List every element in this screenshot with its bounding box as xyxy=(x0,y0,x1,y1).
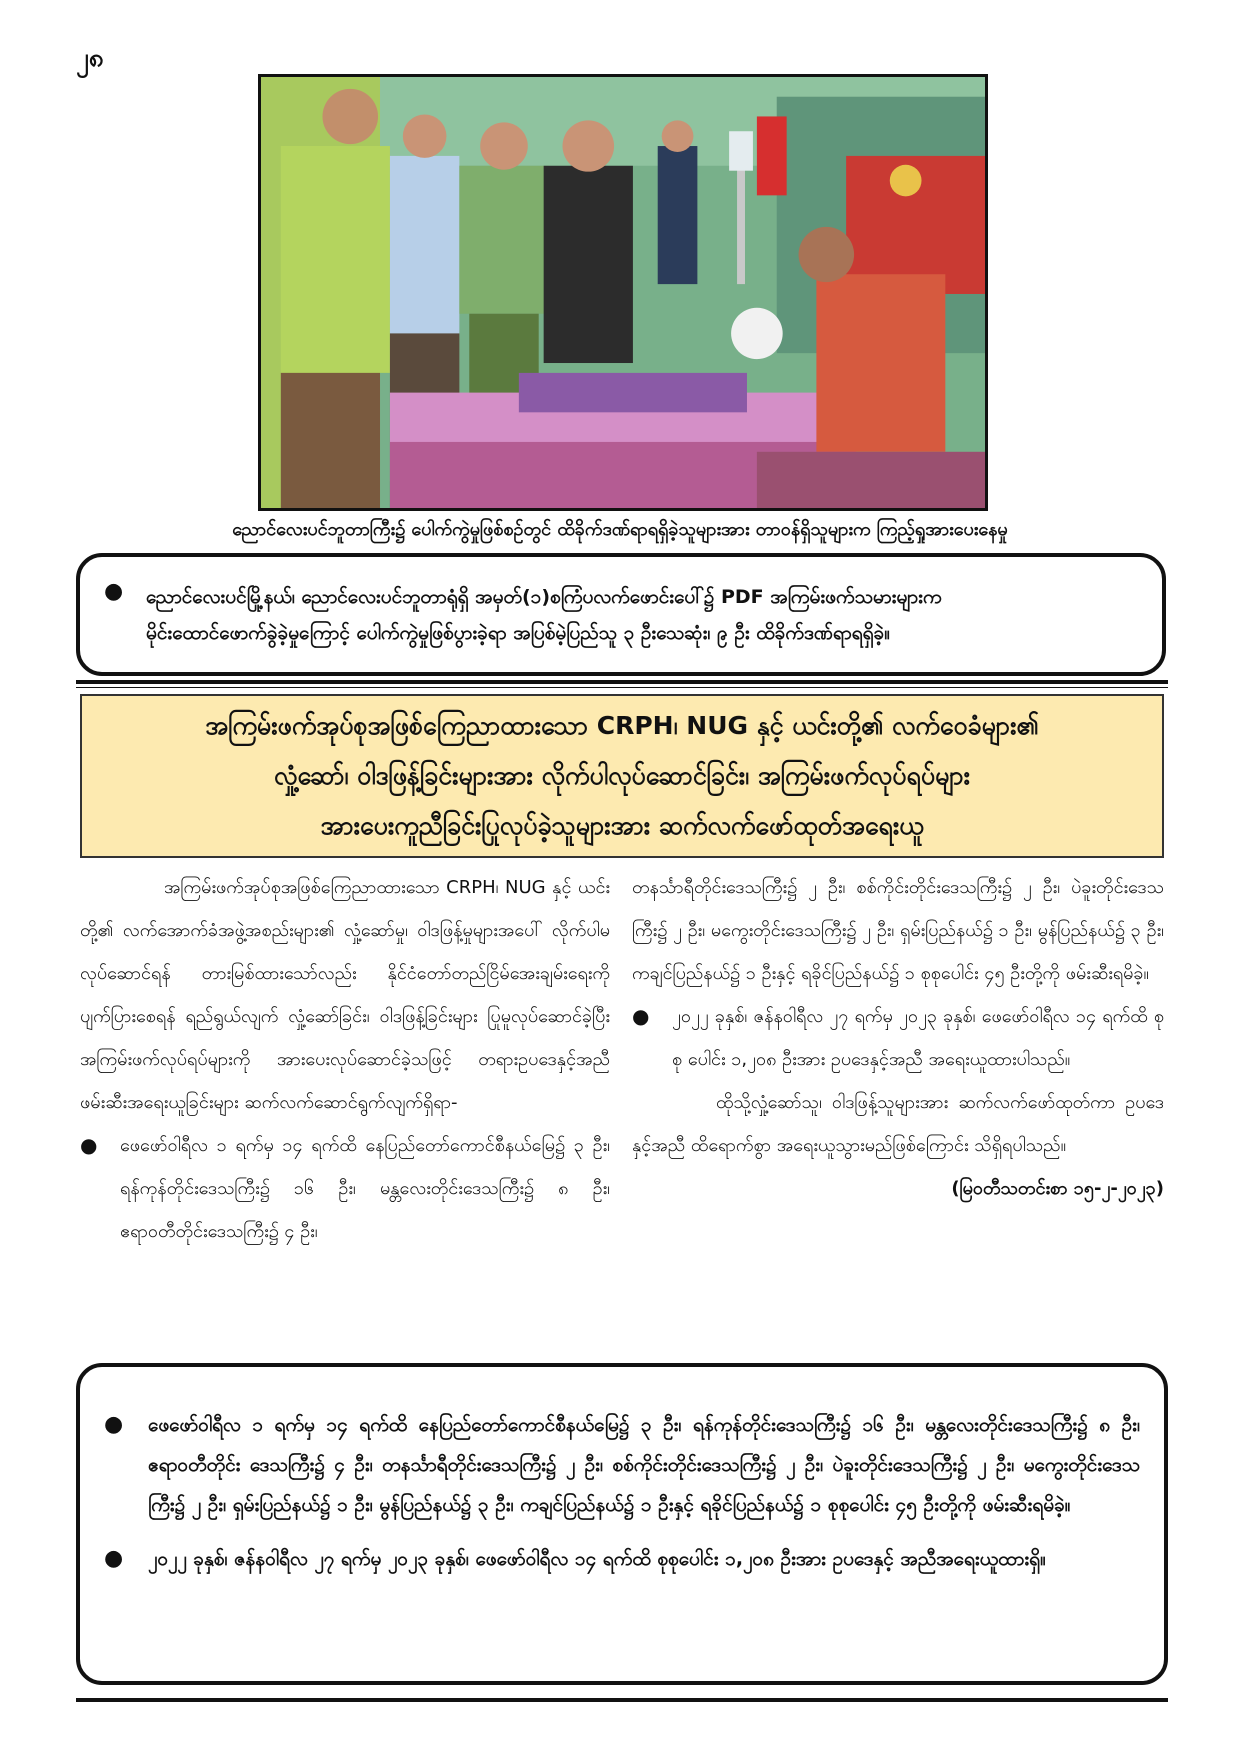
bullet-icon: ● xyxy=(104,1412,124,1437)
summary-line-2: မိုင်းထောင်ဖောက်ခွဲခဲ့မှုကြောင့် ပေါက်ကွဲမှုဖြစ်ပွားခဲ့ရာ အပြစ်မဲ့ပြည်သူ ၃ ဦးသေဆုံး၊ ၉ ဦး ထိခိုက်ဒဏ်ရာရရှိခဲ့။ xyxy=(146,622,890,644)
headline-line-2: လှုံ့ဆော်၊ ဝါဒဖြန့်ခြင်းများအား လိုက်ပါလုပ်ဆောင်ခြင်း၊ အကြမ်းဖက်လုပ်ရပ်များ xyxy=(274,761,970,790)
article-bullet-1a-text: ဖေဖော်ဝါရီလ ၁ ရက်မှ ၁၄ ရက်ထိ နေပြည်တော်ကောင်စီနယ်မြေ၌ ၃ ဦး၊ ရန်ကုန်တိုင်းဒေသကြီး၌ ၁၆ ဦး၊ မန္တလေးတိုင်းဒေသကြီး၌ ၈ ဦး၊ ဧရာဝတီတိုင်းဒေသကြီး၌ ၄ ဦး၊ xyxy=(120,1135,610,1242)
bullet-icon: ● xyxy=(632,1004,650,1028)
article-bullet-1b: တနင်္သာရီတိုင်းဒေသကြီး၌ ၂ ဦး၊ စစ်ကိုင်းတိုင်းဒေသကြီး၌ ၂ ဦး၊ ပဲခူးတိုင်းဒေသကြီး၌ ၂ ဦး၊ မကွေးတိုင်းဒေသကြီး၌ ၂ ဦး၊ ရှမ်းပြည်နယ်၌ ၁ ဦး၊ မွန်ပြည်နယ်၌ ၃ ဦး၊ ကချင်ပြည်နယ်၌ ၁ ဦးနှင့် ရခိုင်ပြည်နယ်၌ ၁ စုစုပေါင်း ၄၅ ဦးတို့ကို ဖမ်းဆီးရမိခဲ့။ xyxy=(632,877,1164,984)
bullet-icon: ● xyxy=(80,1133,98,1157)
article-bullet-2-text: ၂၀၂၂ ခုနှစ်၊ ဇန်နဝါရီလ ၂၇ ရက်မှ ၂၀၂၃ ခုနှစ်၊ ဖေဖော်ဝါရီလ ၁၄ ရက်ထိ စုစု ပေါင်း ၁,၂၀၈ ဦးအား ဥပဒေနှင့်အညီ အရေးယူထားပါသည်။ xyxy=(672,1006,1164,1070)
summary-bottom-bullet-2-text: ၂၀၂၂ ခုနှစ်၊ ဇန်နဝါရီလ ၂၇ ရက်မှ ၂၀၂၃ ခုနှစ်၊ ဖေဖော်ဝါရီလ ၁၄ ရက်ထိ စုစုပေါင်း ၁,၂၀၈ ဦးအား ဥပဒေနှင့် အညီအရေးယူထားရှိ။ xyxy=(148,1548,1046,1570)
article-closing: ထိုသို့လှုံ့ဆော်သူ၊ ဝါဒဖြန့်သူများအား ဆက်လက်ဖော်ထုတ်ကာ ဥပဒေနှင့်အညီ ထိရောက်စွာ အရေးယူသွားမည်ဖြစ်ကြောင်း သိရှိရပါသည်။ xyxy=(632,1092,1164,1156)
article-intro: အကြမ်းဖက်အုပ်စုအဖြစ်ကြေညာထားသော CRPH၊ NUG နှင့် ယင်းတို့၏ လက်အောက်ခံအဖွဲ့အစည်းများ၏ လှုံ့ဆော်မှု၊ ဝါဒဖြန့်မှုများအပေါ် လိုက်ပါမလုပ်ဆောင်ရန် တားမြစ်ထားသော်လည်း နိုင်ငံတော်တည်ငြိမ်အေးချမ်းရေးကို ပျက်ပြားစေရန် ရည်ရွယ်လျက် လှုံ့ဆော်ခြင်း၊ ဝါဒဖြန့်ခြင်းများ ပြုမူလုပ်ဆောင်ခဲ့ပြီး အကြမ်းဖက်လုပ်ရပ်များကို အားပေးလုပ်ဆောင်ခဲ့သဖြင့် တရားဥပဒေနှင့်အညီ ဖမ်းဆီးအရေးယူခြင်းများ ဆက်လက်ဆောင်ရွက်လျက်ရှိရာ- xyxy=(80,877,610,1113)
bullet-icon: ● xyxy=(104,1546,124,1571)
footer-divider xyxy=(76,1698,1168,1702)
article-column-right xyxy=(632,866,1164,1210)
headline-line-3: အားပေးကူညီခြင်းပြုလုပ်ခဲ့သူများအား ဆက်လက်ဖော်ထုတ်အရေးယူ xyxy=(320,811,924,840)
article-column-left xyxy=(80,866,610,1253)
section-divider-thin xyxy=(76,687,1168,688)
headline-banner xyxy=(80,694,1164,858)
headline-line-1: အကြမ်းဖက်အုပ်စုအဖြစ်ကြေညာထားသော CRPH၊ NUG နှင့် ယင်းတို့၏ လက်ဝေခံများ၏ xyxy=(205,711,1039,740)
article-credit: (မြဝတီသတင်းစာ ၁၅-၂-၂၀၂၃) xyxy=(951,1178,1164,1199)
page-number: ၂၈ xyxy=(76,43,104,73)
news-photo xyxy=(258,74,988,511)
article-bullet-1a xyxy=(80,1124,610,1253)
article-bullet-2 xyxy=(632,995,1164,1081)
bullet-icon: ● xyxy=(104,579,124,604)
summary-bottom-bullet-1 xyxy=(104,1405,1140,1525)
photo-caption: ညောင်လေးပင်ဘူတာကြီး၌ ပေါက်ကွဲမှုဖြစ်စဉ်တွင် ထိခိုက်ဒဏ်ရာရရှိခဲ့သူများအား တာဝန်ရှိသူများက ကြည့်ရှုအားပေးနေမှု xyxy=(232,519,1008,540)
summary-bottom-bullet-1-text: ဖေဖော်ဝါရီလ ၁ ရက်မှ ၁၄ ရက်ထိ နေပြည်တော်ကောင်စီနယ်မြေ၌ ၃ ဦး၊ ရန်ကုန်တိုင်းဒေသကြီး၌ ၁၆ ဦး၊ မန္တလေးတိုင်းဒေသကြီး၌ ၈ ဦး၊ ဧရာဝတီတိုင်း ဒေသကြီး၌ ၄ ဦး၊ တနင်္သာရီတိုင်းဒေသကြီး၌ ၂ ဦး၊ စစ်ကိုင်းတိုင်းဒေသကြီး၌ ၂ ဦး၊ ပဲခူးတိုင်းဒေသကြီး၌ ၂ ဦး၊ မကွေးတိုင်းဒေသကြီး၌ ၂ ဦး၊ ရှမ်းပြည်နယ်၌ ၁ ဦး၊ မွန်ပြည်နယ်၌ ၃ ဦး၊ ကချင်ပြည်နယ်၌ ၁ ဦးနှင့် ရခိုင်ပြည်နယ်၌ ၁ စုစုပေါင်း ၄၅ ဦးတို့ကို ဖမ်းဆီးရမိခဲ့။ xyxy=(148,1414,1140,1516)
section-divider-thick xyxy=(76,680,1168,684)
summary-bottom-bullet-2 xyxy=(104,1539,1140,1579)
hospital-visit-illustration xyxy=(261,77,985,508)
summary-box-bottom xyxy=(76,1363,1168,1685)
summary-line-1: ညောင်လေးပင်မြို့နယ်၊ ညောင်လေးပင်ဘူတာရုံရှိ အမှတ်(၁)စကြံပလက်ဖောင်းပေါ်၌ PDF အကြမ်းဖက်သမားများက xyxy=(146,586,942,608)
summary-box-top xyxy=(76,553,1166,676)
